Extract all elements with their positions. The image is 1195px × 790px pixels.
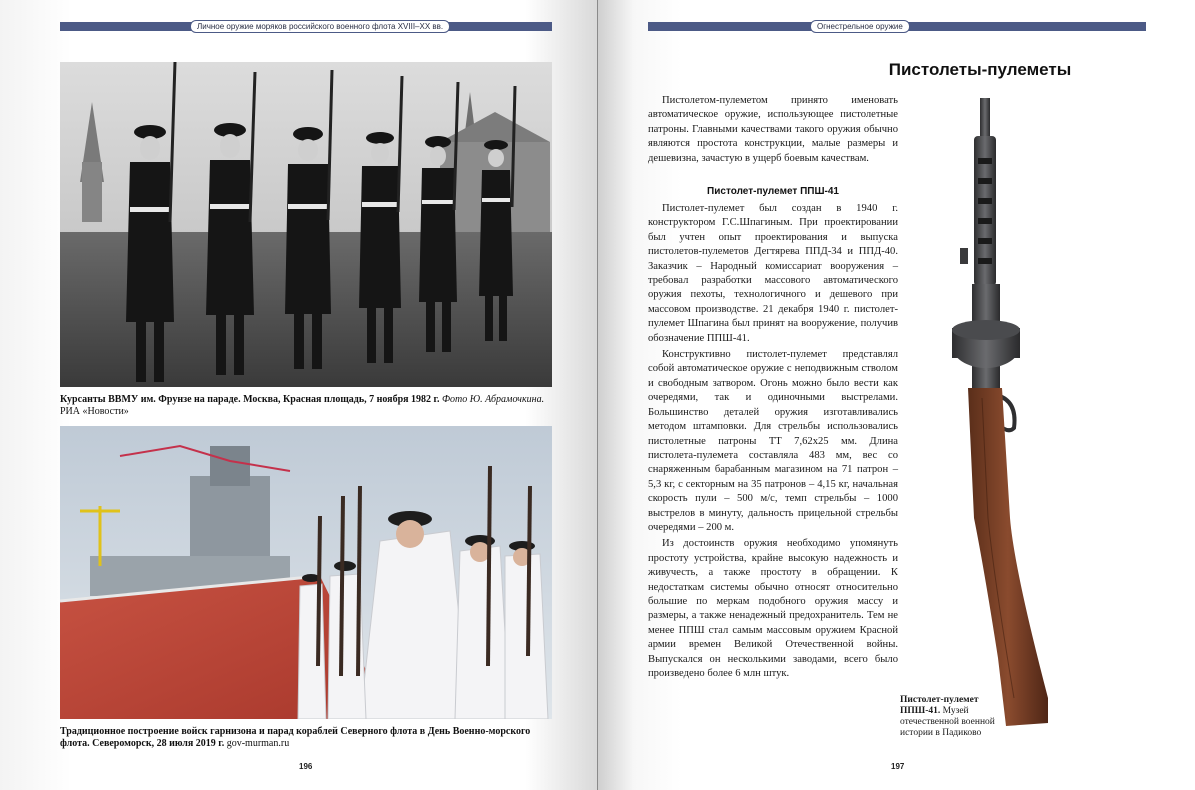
caption-source: РИА «Новости» <box>60 406 129 417</box>
subsection-title: Пистолет-пулемет ППШ-41 <box>707 186 839 197</box>
navy-day-photo-caption <box>60 726 552 750</box>
caption-bold-text: Пистолет-пулемет ППШ-41. <box>900 695 979 716</box>
section-title: Пистолеты-пулеметы <box>888 60 1072 79</box>
caption-source: gov-murman.ru <box>226 738 290 749</box>
parade-photo-caption <box>60 394 552 418</box>
ppsh-41-illustration <box>948 98 1068 728</box>
running-header: Огнестрельное оружие <box>810 20 910 33</box>
caption-bold-text: Традиционное построение войск гарнизона и парад кораблей Северного флота в День Военно-морского флота. Североморск, 28 июля 2019 г. <box>60 726 531 749</box>
right-page <box>598 0 1195 790</box>
left-page <box>0 0 597 790</box>
intro-text: Пистолетом-пулеметом принято именовать автоматическое оружие, использующее пистолетные патроны. Главными качествами такого оружия обычно являются простота конструкции, малые размеры и дешевизна, зачастую в ущерб боевым качествам. <box>648 95 898 164</box>
running-header: Личное оружие моряков российского военного флота XVIII–XX вв. <box>190 20 450 33</box>
submachine-gun-icon <box>948 98 1068 728</box>
article-body <box>648 202 898 683</box>
navy-day-photo <box>60 426 552 719</box>
caption-bold-text: Курсанты ВВМУ им. Фрунзе на параде. Москва, Красная площадь, 7 ноября 1982 г. <box>60 394 440 405</box>
paragraph: Пистолет-пулемет был создан в 1940 г. конструктором Г.С.Шпагиным. При проектировании был учтен опыт проектирования и выпуска пистолетов-пулеметов Дегтярева ППД-34 и ППД-40. Заказчик – Народный комиссариат вооружения – требовал разработки массового автоматического оружия пехоты, технологичного и дешевого при массовом производстве. 21 декабря 1940 г. пистолет-пулемет Шпагина был принят на вооружение, получив обозначение ППШ-41. <box>648 203 898 344</box>
page-number-left: 196 <box>299 762 313 771</box>
page-number-right: 197 <box>891 762 905 771</box>
photo-credit: Фото Ю. Абрамочкина. <box>441 394 545 405</box>
caption-text: Музей отечественной военной истории в Падиково <box>900 706 995 738</box>
gun-caption <box>900 695 996 739</box>
paragraph: Конструктивно пистолет-пулемет представлял собой автоматическое оружие с неподвижным стволом и свободным затвором. Огонь можно было вести как очередями, так и одиночными выстрелами. Большинство деталей оружия изготавливались методом штамповки. Для стрельбы использовались пистолетные патроны ТТ 7,62х25 мм. Длина пистолета-пулемета составляла 483 мм, вес со снаряженным барабанным магазином на 71 патрон – 5,3 кг, с секторным на 35 патронов – 4,15 кг, начальная скорость пули – 500 м/с, темп стрельбы – 1000 выстрелов в минуту, дальность прицельной стрельбы очередями – 200 м. <box>648 349 898 533</box>
intro-paragraph <box>648 94 898 168</box>
paragraph: Из достоинств оружия необходимо упомянуть простоту устройства, крайне высокую надежность и живучесть, а также простоту в обращении. К недостаткам системы обычно относят относительно большие по меркам подобного оружия массу и размеры, а также ненадежный предохранитель. Тем не менее ППШ стал самым массовым оружием Красной армии времен Великой Отечественной войны. Выпускался он несколькими заводами, всего было произведено более 6 млн штук. <box>648 538 898 679</box>
parade-photo <box>60 62 552 387</box>
navy-day-photo-illustration <box>60 426 552 719</box>
parade-photo-illustration <box>60 62 552 387</box>
